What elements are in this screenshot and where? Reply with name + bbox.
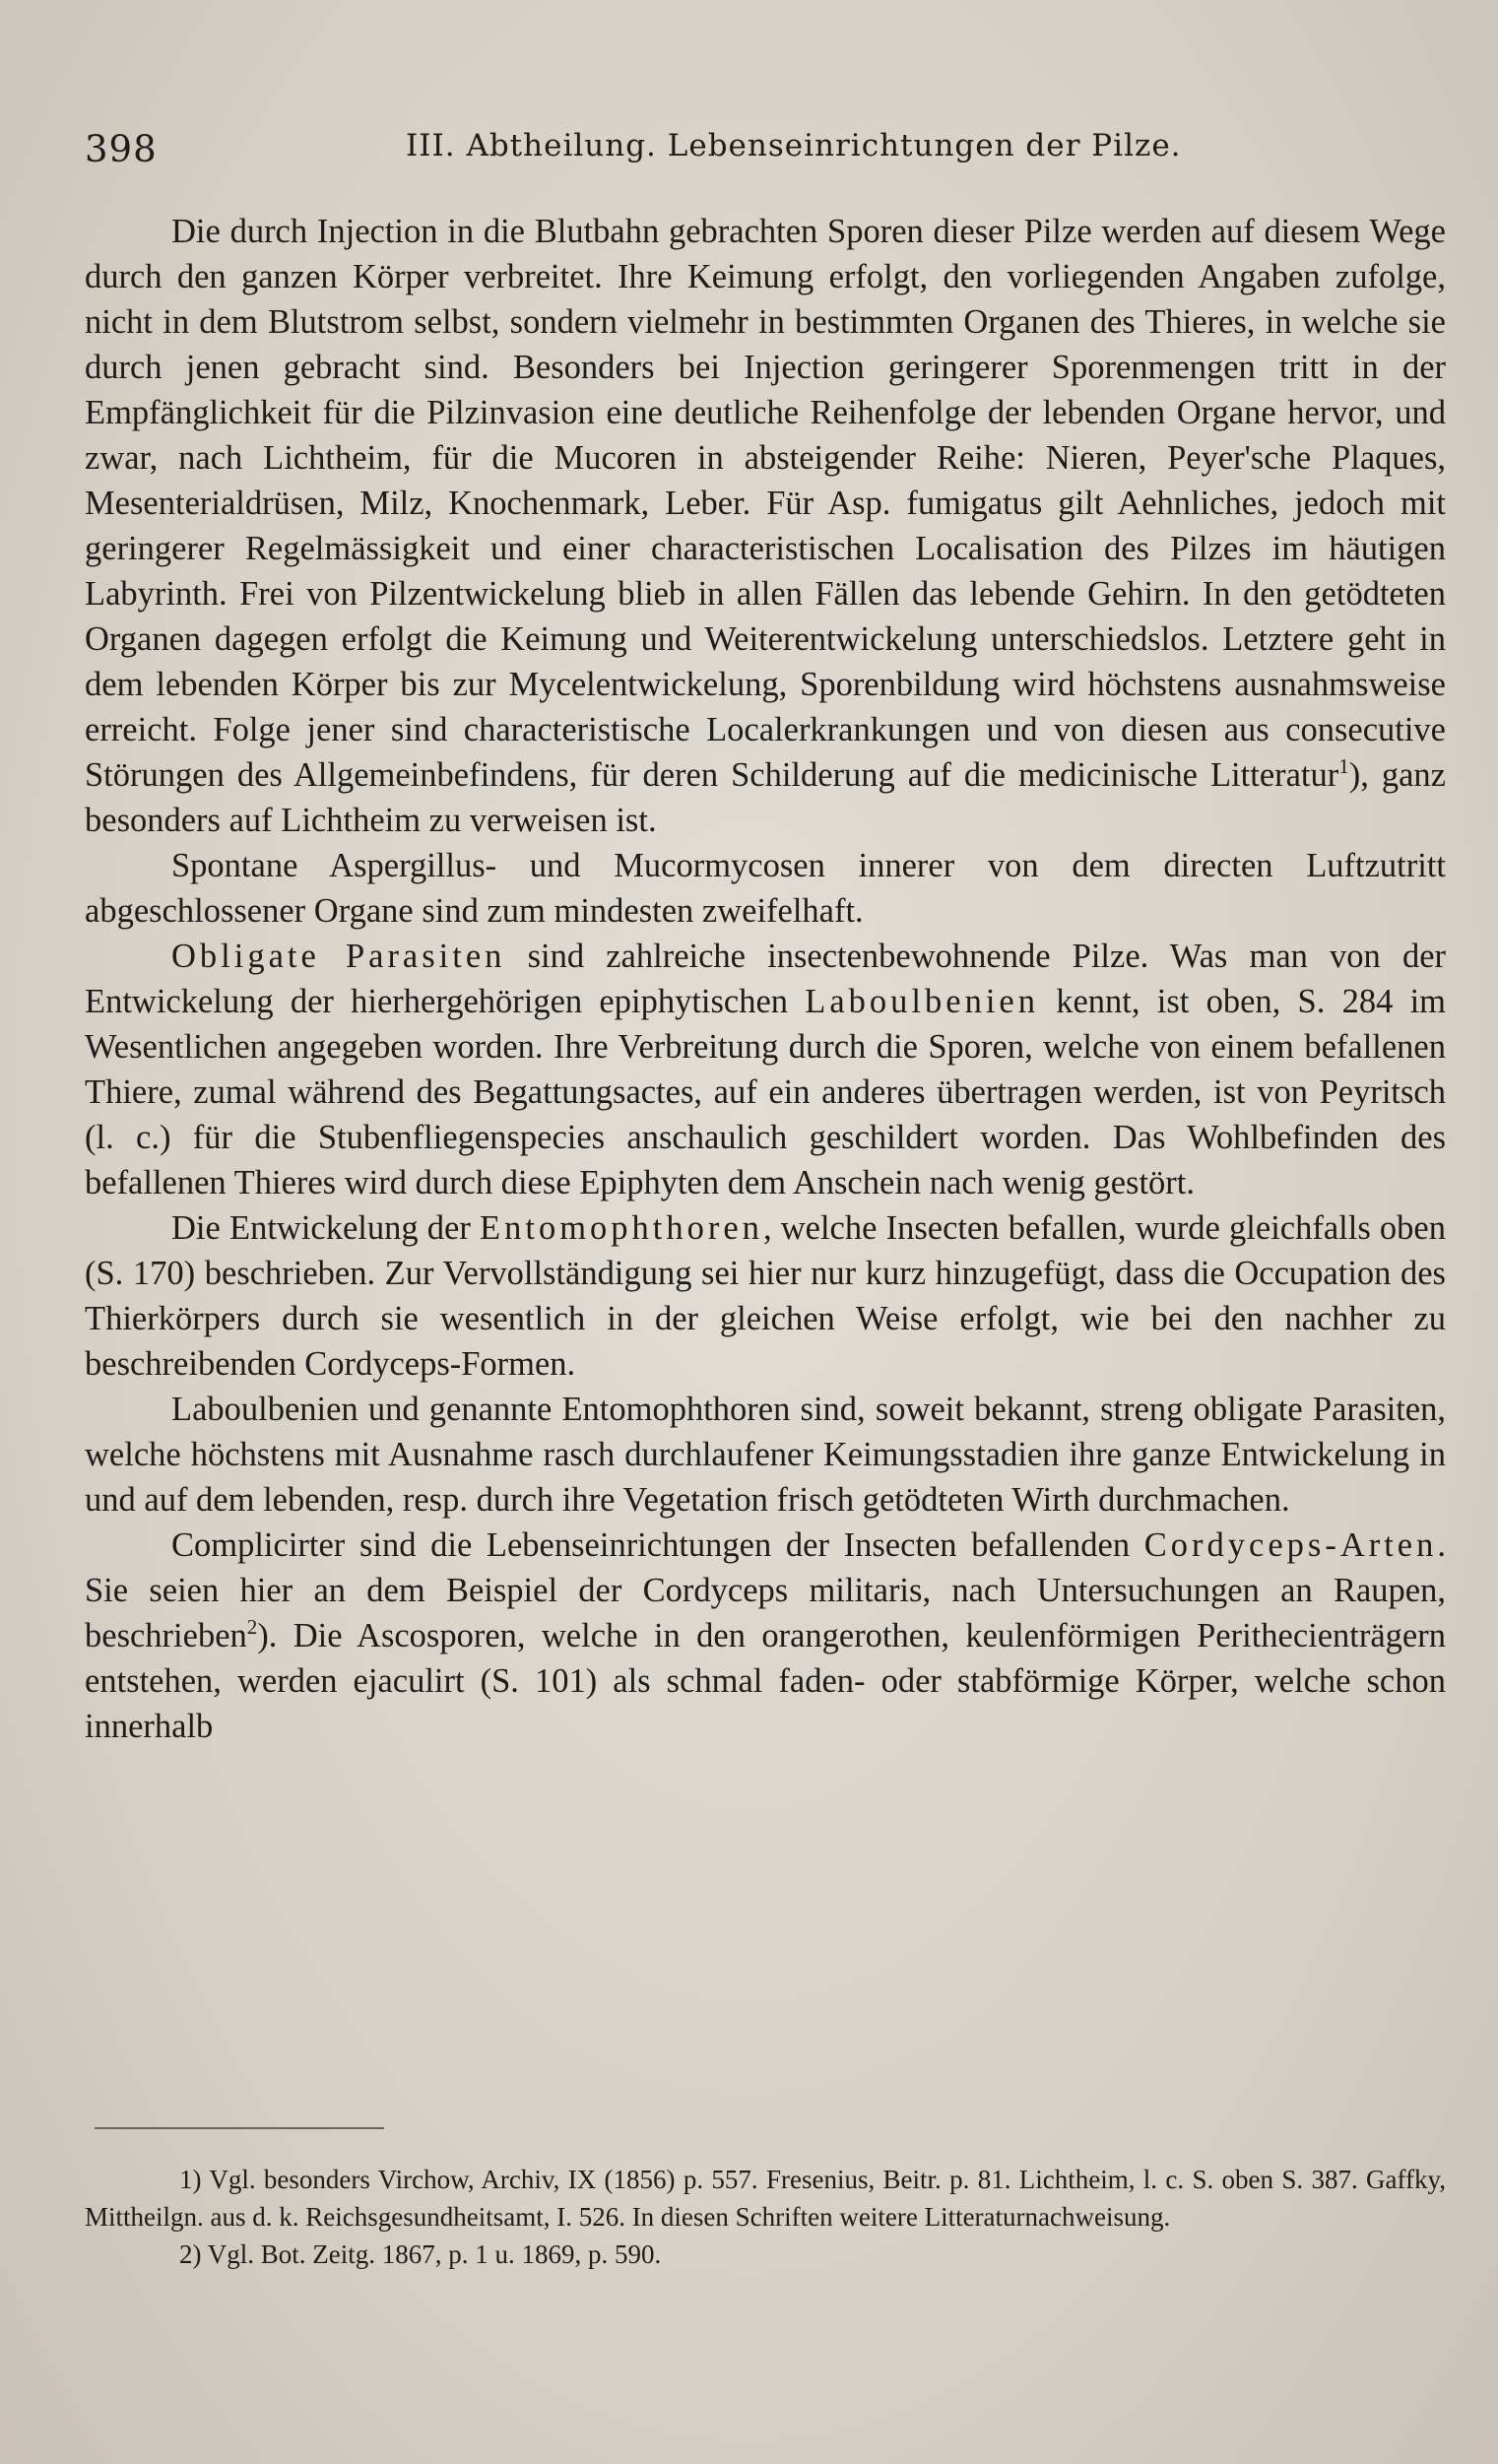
paragraph-4-text-b: , welche Insecten befallen, wurde gleichfalls oben (S. 170) beschrieben. Zur Vervollständigung sei hier nur kurz hinzugefügt, dass die Occupation des Thierkörpers durch sie wesentlich in der gleichen Weise erfolgt, wie bei den nachher zu beschreibenden Cordyceps-Formen. <box>85 1209 1446 1383</box>
paragraph-1 <box>85 209 1446 843</box>
footnote-ref-2: 2 <box>246 1615 258 1639</box>
paragraph-4 <box>85 1205 1446 1387</box>
paragraph-3 <box>85 934 1446 1205</box>
main-text <box>85 209 1446 1749</box>
paragraph-6-text-c: ). Die Ascosporen, welche in den orangerothen, keulenförmigen Perithecienträgern entstehen, werden ejaculirt (S. 101) als schmal faden- oder stabförmige Körper, welche schon innerhalb <box>85 1617 1446 1745</box>
paragraph-6 <box>85 1523 1446 1749</box>
term-cordyceps-arten: Cordyceps-Arten <box>1143 1526 1438 1564</box>
term-obligate-parasiten: Obligate Parasiten <box>171 938 506 975</box>
term-entomophthoren: Entomophthoren <box>480 1209 763 1247</box>
footnote-divider <box>95 2127 384 2129</box>
paragraph-6-text-b: . Sie seien hier an dem Beispiel der Cordyceps militaris, nach Untersuchungen an Raupen, beschrieben <box>85 1526 1446 1654</box>
paragraph-3-text-a: sind zahlreiche insectenbewohnende Pilze. Was man von der Entwickelung der hierhergehörigen epiphytischen <box>85 938 1446 1020</box>
paragraph-5: Laboulbenien und genannte Entomophthoren sind, soweit bekannt, streng obligate Parasiten, welche höchstens mit Ausnahme rasch durchlaufener Keimungsstadien ihre ganze Entwickelung in und auf dem lebenden, resp. durch ihre Vegetation frisch getödteten Wirth durchmachen. <box>85 1391 1446 1519</box>
running-title: III. Abtheilung. Lebenseinrichtungen der Pilze. <box>406 128 1182 163</box>
page-number: 398 <box>85 128 158 170</box>
paragraph-3-text-b: kennt, ist oben, S. 284 im Wesentlichen angegeben worden. Ihre Verbreitung durch die Sporen, welche von einem befallenen Thiere, zumal während des Begattungsactes, auf ein anderes übertragen werden, ist von Peyritsch (l. c.) für die Stubenfliegenspecies anschaulich geschildert worden. Das Wohlbefinden des befallenen Thieres wird durch diese Epiphyten dem Anschein nach wenig gestört. <box>85 983 1446 1201</box>
term-laboulbenien: Laboulbenien <box>805 983 1039 1020</box>
footnote-ref-1: 1 <box>1338 754 1349 778</box>
paragraph-1-text: Die durch Injection in die Blutbahn gebrachten Sporen dieser Pilze werden auf diesem Wege durch den ganzen Körper verbreitet. Ihre Keimung erfolgt, den vorliegenden Angaben zufolge, nicht in dem Blutstrom selbst, sondern vielmehr in bestimmten Organen des Thieres, in welche sie durch jenen gebracht sind. Besonders bei Injection geringerer Sporenmengen tritt in der Empfänglichkeit für die Pilzinvasion eine deutliche Reihenfolge der lebenden Organe hervor, und zwar, nach Lichtheim, für die Mucoren in absteigender Reihe: Nieren, Peyer'sche Plaques, Mesenterialdrüsen, Milz, Knochenmark, Leber. Für Asp. fumigatus gilt Aehnliches, jedoch mit geringerer Regelmässigkeit und einer characteristischen Localisation des Pilzes im häutigen Labyrinth. Frei von Pilzentwickelung blieb in allen Fällen das lebende Gehirn. In den getödteten Organen dagegen erfolgt die Keimung und Weiterentwickelung unterschiedslos. Letztere geht in dem lebenden Körper bis zur Mycelentwickelung, Sporenbildung wird höchstens ausnahmsweise erreicht. Folge jener sind characteristische Localerkrankungen und von diesen aus consecutive Störungen des Allgemeinbefindens, für deren Schilderung auf die medicinische Litteratur <box>85 213 1446 794</box>
paragraph-6-text-a: Complicirter sind die Lebenseinrichtungen der Insecten befallenden <box>171 1526 1144 1564</box>
paragraph-2: Spontane Aspergillus- und Mucormycosen innerer von dem directen Luftzutritt abgeschlossener Organe sind zum mindesten zweifelhaft. <box>85 847 1446 930</box>
paragraph-1-end: ), ganz besonders auf Lichtheim zu verweisen ist. <box>85 756 1446 839</box>
footnote-2: 2) Vgl. Bot. Zeitg. 1867, p. 1 u. 1869, p. 590. <box>179 2239 662 2269</box>
footnote-1: 1) Vgl. besonders Virchow, Archiv, IX (1856) p. 557. Fresenius, Beitr. p. 81. Lichtheim, l. c. S. oben S. 387. Gaffky, Mittheilgn. aus d. k. Reichsgesundheitsamt, I. 526. In diesen Schriften weitere Litteraturnachweisung. <box>85 2165 1446 2232</box>
paragraph-4-text-a: Die Entwickelung der <box>171 1209 481 1247</box>
footnotes <box>85 2161 1446 2273</box>
